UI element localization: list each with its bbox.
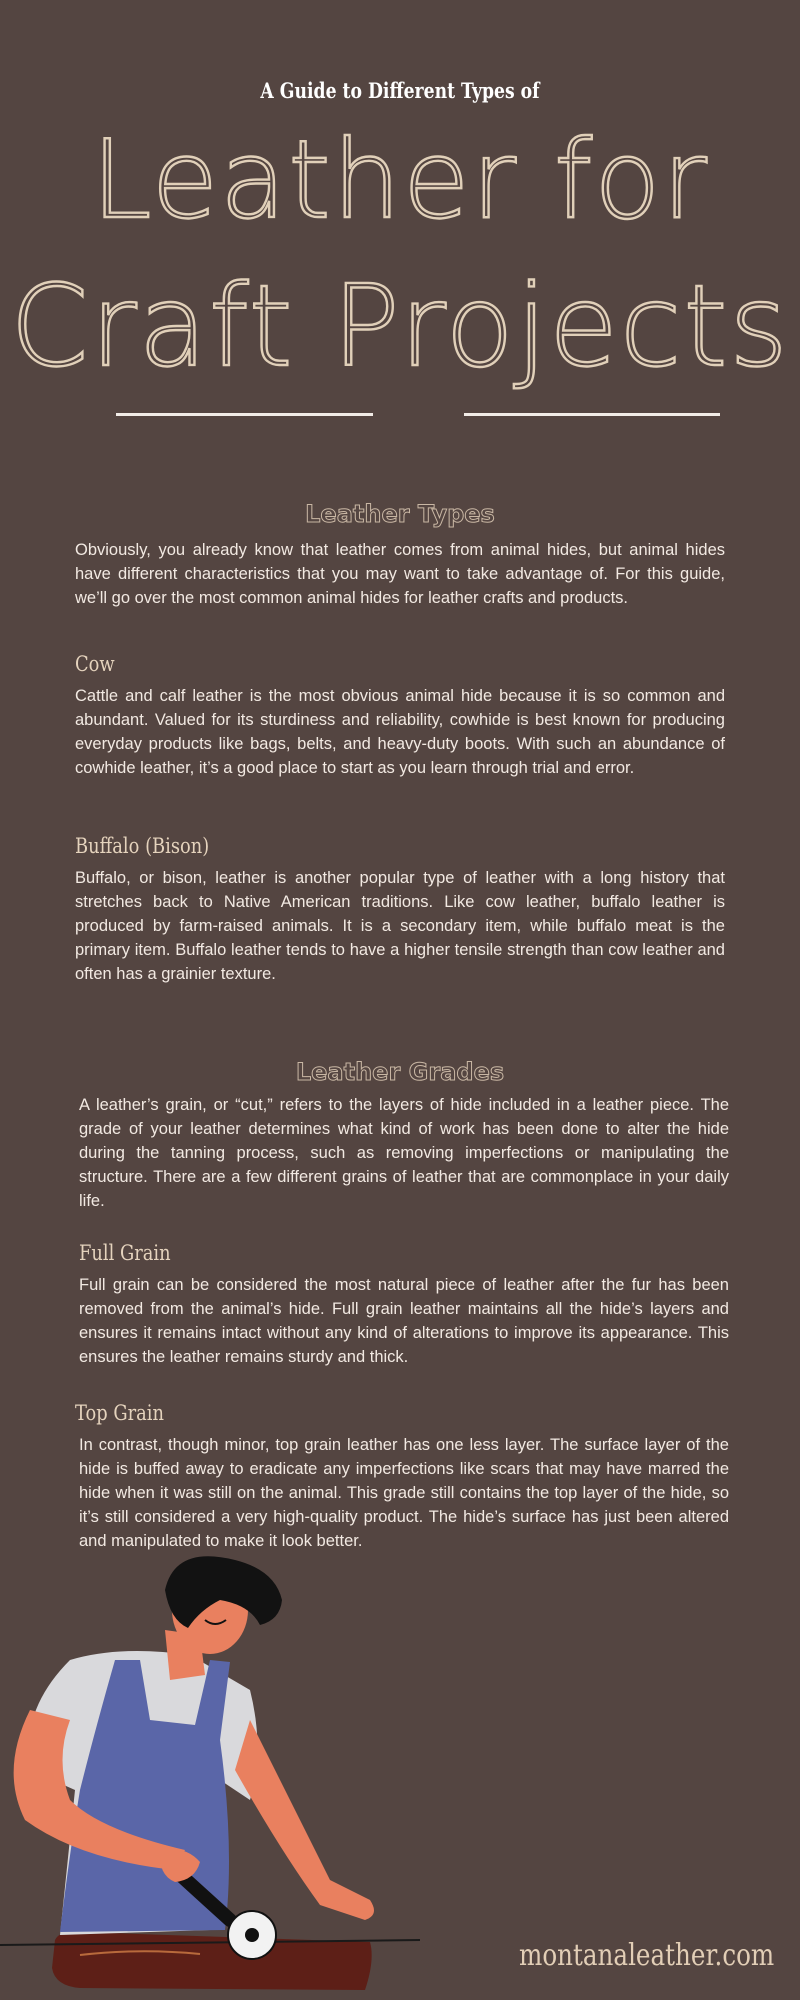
- paragraph-cow: Cattle and calf leather is the most obvious animal hide because it is so common and abundant. Valued for its sturdiness and reliability, cowhide is best known for producing everyday products like bags, belts, and heavy-duty boots. With such an abundance of cowhide leather, it’s a good place to start as you learn through trial and error.: [75, 687, 725, 777]
- subheading-full-grain: Full Grain: [79, 1241, 171, 1265]
- title-line-1: Leather for: [91, 118, 709, 243]
- paragraph-top-grain: In contrast, though minor, top grain leather has one less layer. The surface layer of the hide is buffed away to eradicate any imperfections like scars that may have marred the hide when it was still on the animal. This grade still contains the top layer of the hide, so it’s still considered a very high-quality product. The hide’s surface has just been altered and manipulated to make it look better.: [79, 1436, 729, 1550]
- paragraph-buffalo: Buffalo, or bison, leather is another popular type of leather with a long history that stretches back to Native American traditions. Like cow leather, buffalo leather is produced by farm-raised animals. It is a secondary item, while buffalo meat is the primary item. Buffalo leather tends to have a higher tensile strength than cow leather and often has a grainier texture.: [75, 869, 725, 983]
- section-heading-leather-grades: Leather Grades: [295, 1058, 505, 1086]
- subheading-top-grain: Top Grain: [75, 1401, 165, 1425]
- subheading-buffalo: Buffalo (Bison): [75, 834, 210, 858]
- leather-worker-illustration: [0, 1550, 420, 2000]
- pretitle: A Guide to Different Types of: [260, 78, 540, 103]
- title-line-2: Craft Projects: [10, 262, 790, 392]
- subheading-cow: Cow: [75, 652, 115, 676]
- paragraph-full-grain: Full grain can be considered the most natural piece of leather after the fur has been removed from the animal’s hide. Full grain leather maintains all the hide’s layers and ensures it remains intact without any kind of alterations to improve its appearance. This ensures the leather remains sturdy and thick.: [79, 1276, 729, 1366]
- section-intro-leather-types: Obviously, you already know that leather comes from animal hides, but animal hides have different characteristics that you may want to take advantage of. For this guide, we’ll go over the most common animal hides for leather crafts and products.: [75, 541, 725, 607]
- section-heading-leather-types: Leather Types: [305, 500, 495, 528]
- divider-right: [464, 413, 720, 416]
- section-intro-leather-grades: A leather’s grain, or “cut,” refers to the layers of hide included in a leather piece. The grade of your leather determines what kind of work has been done to alter the hide during the tanning process, such as removing imperfections or manipulating the structure. There are a few different grains of leather that are commonplace in your daily life.: [79, 1096, 729, 1210]
- footer-url: montanaleather.com: [518, 1938, 774, 1973]
- divider-left: [116, 413, 373, 416]
